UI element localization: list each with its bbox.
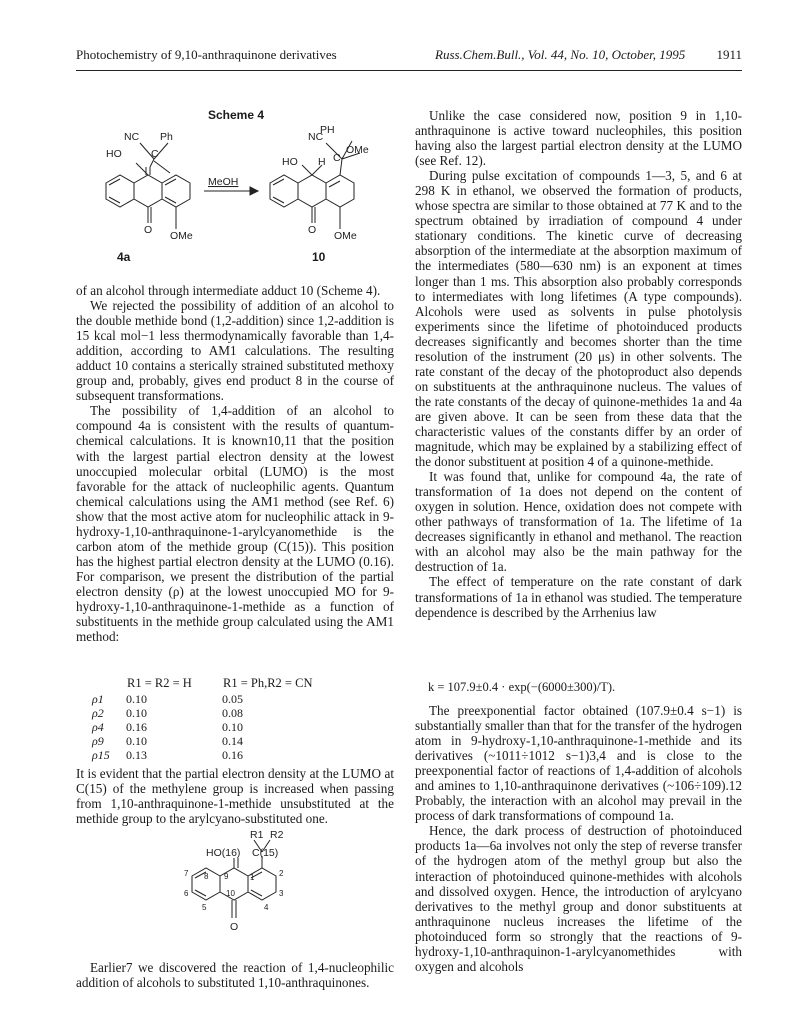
num-10: 10 <box>226 889 235 898</box>
paragraph: Earlier7 we discovered the reaction of 1,4-nucleophilic addition of alcohols to substituted 1,10-anthraquinones. <box>76 960 394 991</box>
ring-4a-right <box>162 175 190 207</box>
label-h: H <box>318 156 326 168</box>
ring-4a-left <box>106 175 134 207</box>
label-c-2: C <box>333 152 341 164</box>
label-o: O <box>144 224 153 236</box>
paragraph: During pulse excitation of compounds 1—3, 5, and 6 at 298 K in ethanol, we observed the formation of products, whose spectra are similar to those obtained at 77 K and to the spectrum obtained by irradiation of compound 4 under stationary conditions. The kinetic curve of decreasing absorption of the intermediate at the absorption maximum of the intermediates (580—630 nm) is an exponent at times longer than 1 ms. This absorption also probably corresponds to intermediates with long lifetimes (A type compounds). Alcohols were used as solvents in pulse photolysis experiments since the lifetime of photoinduced products decreases significantly and becomes shorter than the time resolution of the instrument (20 μs) in other solvents. The rate constant of the decay of the photoproduct also depends on substituents at the anthraquinone nucleus. The values of the rate constants of the decay of quinone-methides 1a and 4a are given above. It can be seen from these data that the characteristic values of the constants differ by an order of magnitude, which may be explained by a stabilizing effect of the donor substituent at position 4 of a quinone-methide. <box>415 168 742 470</box>
label-nc-2: NC <box>308 131 324 143</box>
num-9: 9 <box>224 872 229 881</box>
paragraph: It was found that, unlike for compound 4a, the rate of transformation of 1a does not depend on the content of oxygen in solution. Hence, oxidation does not compete with other pathways of transformation of 1a. The lifetime of 1a decreases significantly in ethanol and methanol. The reaction with an alcohol may also be the main pathway for the destruction of 1a. <box>415 469 742 575</box>
table-row: ρ4 0.16 0.10 <box>92 720 243 734</box>
running-header <box>76 44 742 71</box>
arrhenius-equation: k = 107.9±0.4 · exp(−(6000±300)/T). <box>428 680 616 694</box>
table-header: R1 = Ph,R2 = CN <box>223 676 313 690</box>
table-row: ρ2 0.10 0.08 <box>92 706 243 720</box>
num-3: 3 <box>279 889 284 898</box>
paragraph: It is evident that the partial electron density at the LUMO at C(15) of the methylene group is increased when passing from 1,10-anthraquinone-1-methide unsubstituted at the methide group to the arylcyano-substituted one. <box>76 766 394 827</box>
paragraph: We rejected the possibility of addition of an alcohol to the double methide bond (1,2-addition) since 1,2-addition is 15 kcal mol−1 less thermodynamically favorable than 1,4-addition, according to AM1 calculations. The resulting adduct 10 contains a sterically strained substituted methoxy group and, probably, gives end product 8 in the course of subsequent transformations. <box>76 298 394 404</box>
table-row: ρ1 0.10 0.05 <box>92 692 243 706</box>
paragraph: The preexponential factor obtained (107.9±0.4 s−1) is substantially smaller than that for the transfer of the hydrogen atom in 9-hydroxy-1,10-anthraquinone-1-methide and its derivatives (~1011÷1012 s−1)3,4 and is close to the preexponential factor of reactions of 1,4-addition of alcohols and amines to 1,10-anthraquinone derivatives (~106÷109).12 Probably, the interaction with an alcohol may prevail in the process of dark transformations of compound 1a. <box>415 703 742 824</box>
paragraph: Hence, the dark process of destruction of photoinduced products 1a—6a involves not only the step of reverse transfer of the hydrogen atom of the methyl group but also the interaction of photoinduced quinone-methides with alcohols and dissolved oxygen. Hence, the introduction of arylcyano derivatives to the methyl group and donor substituents at anthraquinone nucleus increases the lifetime of the photoinduced form so strongly that the reactions of 9-hydroxy-1,10-anthraquinon-1-arylcyanomethides with oxygen and alcohols <box>415 823 742 974</box>
right-column-upper <box>415 108 742 620</box>
table-header: R1 = R2 = H <box>127 676 192 690</box>
label-ome: OMe <box>170 230 193 242</box>
reagent-label: MeOH <box>208 176 239 188</box>
label-ph-caps: PH <box>320 125 335 136</box>
num-r2: R2 <box>270 830 284 841</box>
num-r1: R1 <box>250 830 264 841</box>
num-6: 6 <box>184 889 189 898</box>
num-ho16: HO(16) <box>206 847 241 859</box>
num-4: 4 <box>264 903 269 912</box>
label-nc: NC <box>124 131 140 143</box>
label-ho-2: HO <box>282 156 298 168</box>
label-ome-2: OMe <box>346 144 369 156</box>
left-column-middle <box>76 766 394 826</box>
paragraph: Unlike the case considered now, position 9 in 1,10-anthraquinone is active toward nucleophiles, this position having also the largest partial electron density at the LUMO (see Ref. 12). <box>415 108 742 169</box>
paragraph: The effect of temperature on the rate constant of dark transformations of 1a in ethanol was studied. The temperature dependence is described by the Arrhenius law <box>415 574 742 620</box>
num-c15: C(15) <box>252 847 279 859</box>
num-2: 2 <box>279 869 284 878</box>
right-column-lower <box>415 703 742 974</box>
paragraph: The possibility of 1,4-addition of an alcohol to compound 4a is consistent with the results of quantum-chemical calculations. It is known10,11 that the position with the largest partial electron density at the lowest unoccupied molecular orbital (LUMO) is the most favorable for the attack of nucleophilic agents. Quantum chemical calculations using the AM1 method (see Ref. 6) show that the most active atom for nucleophilic attack in 9-hydroxy-1,10-anthraquinone-1-arylcyanomethide is the carbon atom of the methide group (C(15)). This position has the highest partial electron density at the LUMO (0.16). For comparison, we present the distribution of the partial electron density (ρ) at the lowest unoccupied MO for 9-hydroxy-1,10-anthraquinone-1-methide as a function of substituents in the methide group calculated using the AM1 method: <box>76 403 394 645</box>
left-column-upper <box>76 283 394 644</box>
ring-10-right <box>326 175 354 207</box>
num-5: 5 <box>202 903 207 912</box>
label-ho: HO <box>106 148 122 160</box>
header-journal: Russ.Chem.Bull., Vol. 44, No. 10, October, 1995 <box>435 47 686 62</box>
table-row: ρ15 0.13 0.16 <box>92 748 243 762</box>
scheme-4-diagram <box>76 125 394 265</box>
num-1: 1 <box>250 873 255 882</box>
left-column-lower <box>76 960 394 990</box>
ring-4a-mid <box>134 175 162 207</box>
page-number: 1911 <box>716 47 742 62</box>
num-o: O <box>230 921 239 933</box>
paragraph: of an alcohol through intermediate adduct 10 (Scheme 4). <box>76 283 381 298</box>
electron-density-table <box>88 675 342 762</box>
label-ph: Ph <box>160 131 173 143</box>
ring-10-left <box>270 175 298 207</box>
ring-10-mid <box>298 175 326 207</box>
scheme-title: Scheme 4 <box>208 108 265 122</box>
num-8: 8 <box>204 872 209 881</box>
compound-label-4a: 4a <box>117 250 131 264</box>
numbering-diagram <box>166 830 326 960</box>
compound-label-10: 10 <box>312 250 326 264</box>
header-title: Photochemistry of 9,10-anthraquinone derivatives <box>76 47 337 62</box>
label-ome-3: OMe <box>334 230 357 242</box>
table-row: ρ9 0.10 0.14 <box>92 734 243 748</box>
label-c: C <box>151 148 159 160</box>
num-7: 7 <box>184 869 189 878</box>
label-o-2: O <box>308 224 317 236</box>
